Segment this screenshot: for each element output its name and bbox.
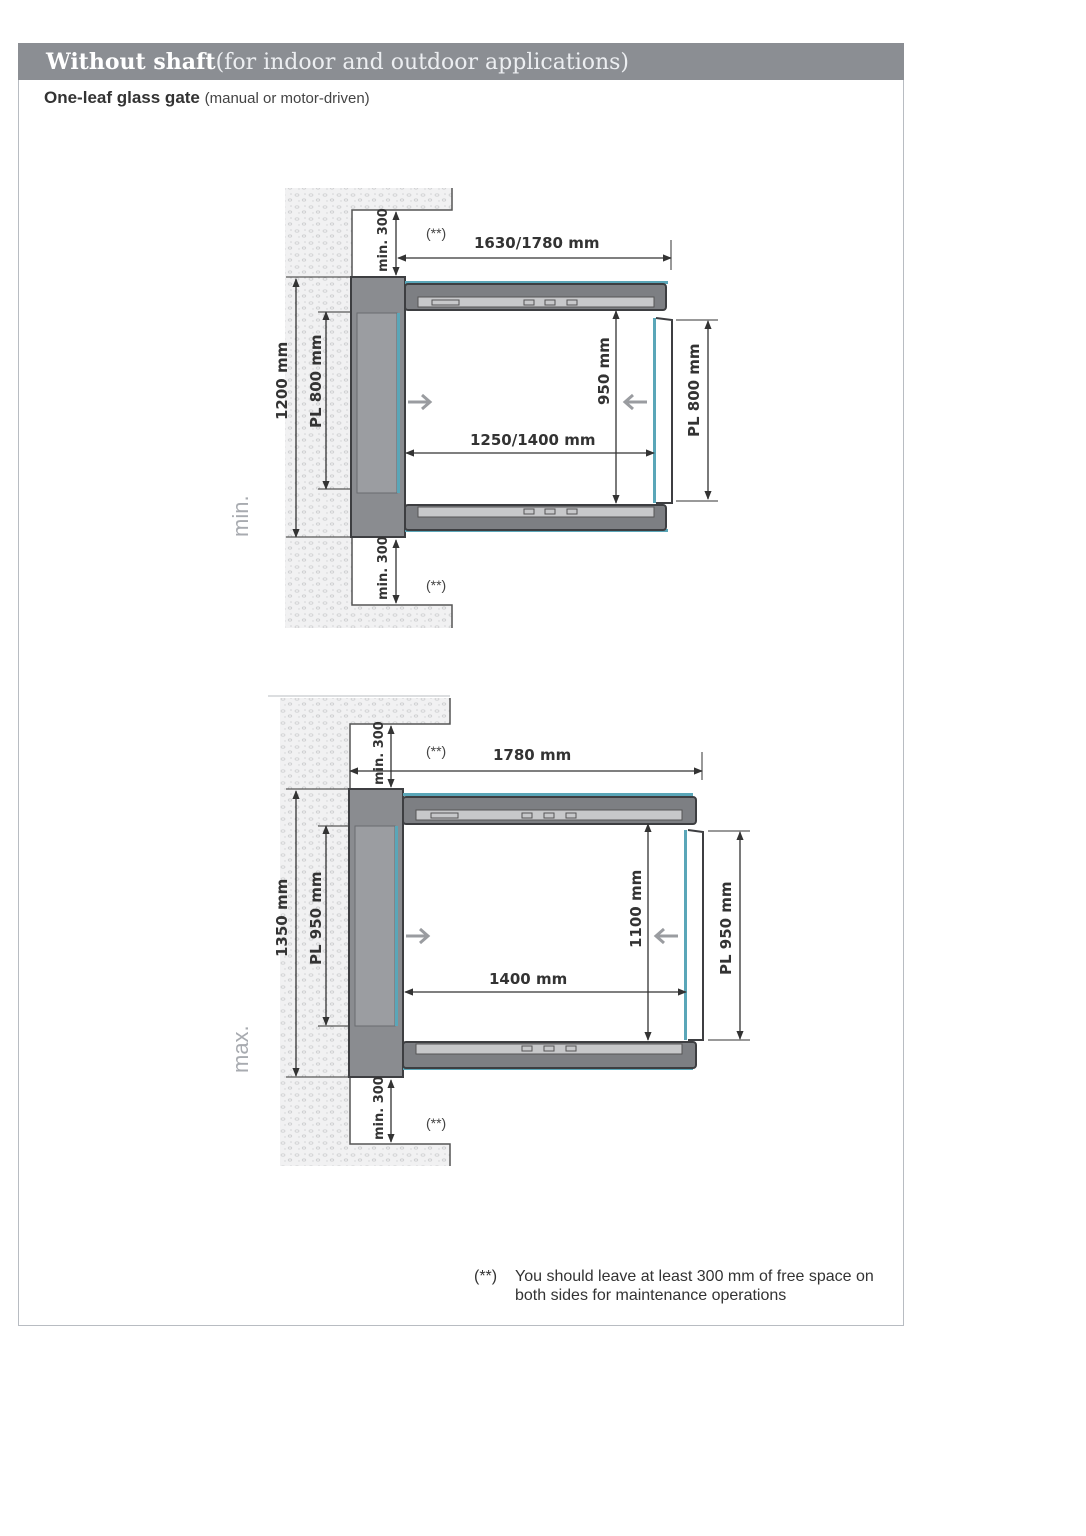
label-total-width-max: 1780 mm <box>493 746 572 764</box>
glass-right-max <box>684 830 687 1040</box>
label-pl-left-min: PL 800 mm <box>307 334 325 428</box>
glass-left-max <box>395 826 398 1026</box>
label-clearance-bottom-max: min. 300 <box>372 1076 387 1140</box>
label-inner-depth-min: 950 mm <box>595 337 613 405</box>
subtitle-bold: One-leaf glass gate <box>44 88 200 107</box>
diagram-max <box>228 696 750 1166</box>
column-face-max <box>355 826 395 1026</box>
variant-label-max: max. <box>228 1025 253 1073</box>
label-clearance-bottom-min: min. 300 <box>376 536 391 600</box>
glass-top-max <box>403 793 693 796</box>
door-leaf-min <box>656 318 672 503</box>
label-clearance-top-max: min. 300 <box>372 721 387 785</box>
asterisk-top-min: (**) <box>426 225 447 241</box>
door-leaf-max <box>688 830 703 1040</box>
footnote-mark: (**) <box>474 1268 498 1285</box>
arrow-right-icon <box>408 395 430 409</box>
label-pl-left-max: PL 950 mm <box>307 871 325 965</box>
label-total-depth-max: 1350 mm <box>273 878 291 957</box>
rail-bottom-inner-min <box>418 507 654 517</box>
label-total-width-min: 1630/1780 mm <box>474 234 600 252</box>
label-pl-right-max: PL 950 mm <box>717 881 735 975</box>
footnote-text: You should leave at least 300 mm of free space on both sides for maintenance operations <box>515 1268 874 1304</box>
asterisk-bottom-max: (**) <box>426 1115 447 1131</box>
label-clearance-top-min: min. 300 <box>376 208 391 272</box>
label-total-depth-min: 1200 mm <box>273 341 291 420</box>
subtitle-note: (manual or motor-driven) <box>204 90 370 107</box>
label-pl-right-min: PL 800 mm <box>685 343 703 437</box>
diagram-min <box>228 188 718 628</box>
glass-left-min <box>397 313 400 493</box>
arrow-left-icon <box>625 395 647 409</box>
label-inner-width-min: 1250/1400 mm <box>470 431 596 449</box>
label-inner-depth-max: 1100 mm <box>627 869 645 948</box>
title-light: (for indoor and outdoor applications) <box>215 50 630 75</box>
arrow-right-icon <box>406 929 428 943</box>
glass-right-min <box>653 318 656 503</box>
title-bold: Without shaft <box>46 49 216 75</box>
variant-label-min: min. <box>228 495 253 537</box>
asterisk-bottom-min: (**) <box>426 577 447 593</box>
column-face-min <box>357 313 397 493</box>
asterisk-top-max: (**) <box>426 743 447 759</box>
arrow-left-icon <box>656 929 678 943</box>
label-inner-width-max: 1400 mm <box>489 970 568 988</box>
